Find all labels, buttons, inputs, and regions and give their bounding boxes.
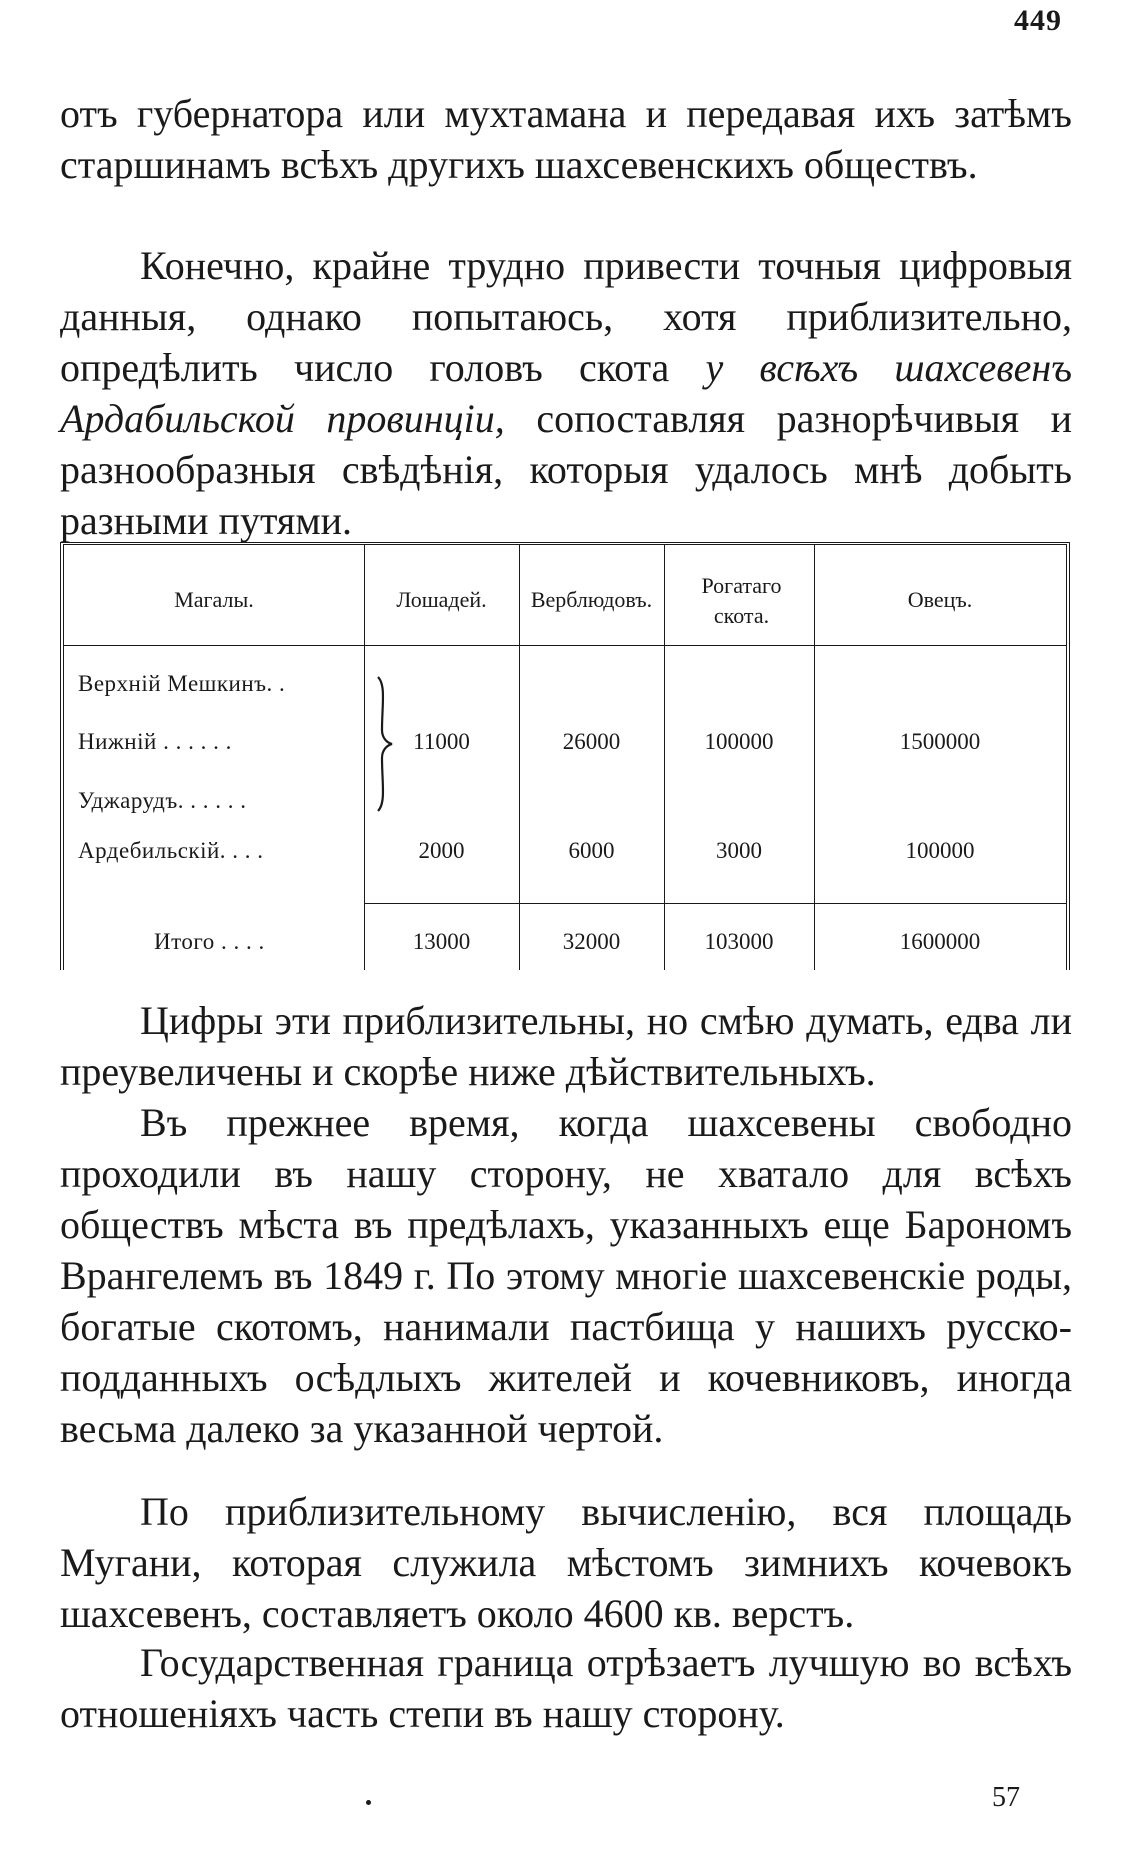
row-label-udzharud: Уджарудъ. . . . . . (78, 788, 247, 813)
ardebil-cattle: 3000 (716, 838, 762, 863)
page-number: 449 (1014, 4, 1062, 37)
row-label-lower: Нижній . . . . . . (78, 729, 232, 754)
header-sheep: Овецъ. (907, 587, 973, 612)
sheet-number: 57 (992, 1782, 1020, 1813)
grouped-horses: 11000 (413, 729, 470, 754)
paragraph-2 (60, 240, 1072, 546)
header-camels: Верблюдовъ. (530, 587, 653, 612)
header-magaly: Магалы. (174, 587, 254, 612)
paragraph-5: По приблизительному вычисленію, вся площадь Мугани, которая служила мѣстомъ зимнихъ кочевокъ шахсевенъ, составляетъ около 4600 кв. верстъ. (60, 1489, 1072, 1636)
paragraph-2-italic: у всѣхъ шахсевенъ Ардабильской провинціи, (60, 345, 1072, 441)
ardebil-sheep: 100000 (905, 838, 975, 863)
ardebil-horses: 2000 (418, 838, 465, 863)
paragraph-2-text-b: сопоставляя разнорѣчивыя и разнообразныя свѣдѣнія, которыя удалось мнѣ добыть разными путями. (60, 396, 1072, 543)
paragraph-6: Государственная граница отрѣзаетъ лучшую во всѣхъ отношеніяхъ часть степи въ нашу сторону. (60, 1640, 1072, 1736)
row-label-ardebil: Ардебильскій. . . . (78, 838, 264, 863)
paragraph-3: Цифры эти приблизительны, но смѣю думать, едва ли преувеличены и скорѣе ниже дѣйствительныхъ. (60, 998, 1072, 1094)
paragraph-1: отъ губернатора или мухтамана и передавая ихъ затѣмъ старшинамъ всѣхъ другихъ шахсевенскихъ обществъ. (60, 91, 1072, 187)
total-sheep: 1600000 (899, 929, 981, 954)
row-label-upper-meshkin: Верхній Мешкинъ. . (78, 671, 286, 696)
total-camels: 32000 (562, 929, 621, 954)
paragraph-2-text-a: Конечно, крайне трудно привести точныя цифровыя данныя, однако попытаюсь, хотя приблизительно, опредѣлить число головъ скота (60, 243, 1072, 390)
print-dot (366, 1800, 371, 1805)
paragraph-4: Въ прежнее время, когда шахсевены свободно проходили въ нашу сторону, не хватало для всѣхъ обществъ мѣста въ предѣлахъ, указанныхъ еще Барономъ Врангелемъ въ 1849 г. По этому многіе шахсевенскіе роды, богатые скотомъ, нанимали пастбища у нашихъ русско-подданныхъ осѣдлыхъ жителей и кочевниковъ, иногда весьма далеко за указанной чертой. (60, 1100, 1072, 1451)
header-cattle: Рогатаго скота. (701, 573, 782, 628)
total-horses: 13000 (412, 929, 471, 954)
grouped-camels: 26000 (562, 729, 621, 754)
grouped-cattle: 100000 (704, 729, 774, 754)
grouped-sheep: 1500000 (899, 729, 981, 754)
total-cattle: 103000 (704, 929, 774, 954)
row-label-total: Итого . . . . (154, 929, 265, 954)
livestock-table (60, 542, 1070, 970)
header-horses: Лошадей. (396, 587, 487, 612)
ardebil-camels: 6000 (568, 838, 615, 863)
